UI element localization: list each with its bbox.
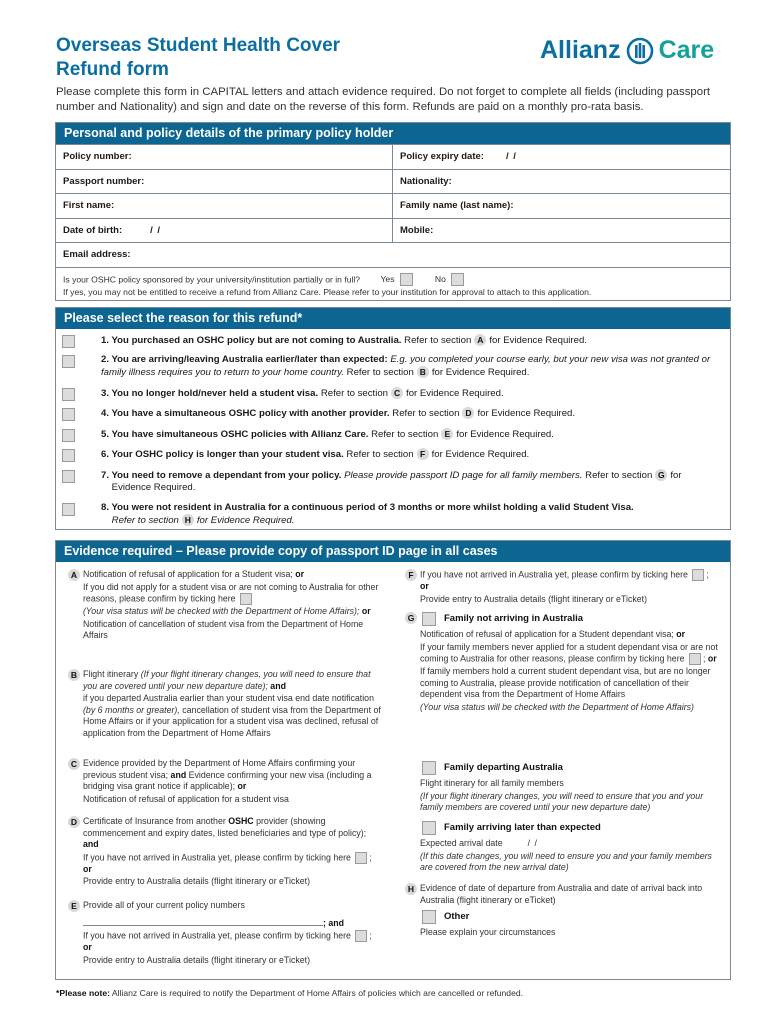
family-departing-checkbox[interactable] bbox=[422, 761, 436, 775]
logo-care: Care bbox=[658, 36, 715, 64]
evidence-f-checkbox[interactable] bbox=[692, 569, 704, 581]
reason-1: 1. You purchased an OSHC policy but are not coming to Australia. Refer to section A for Evidence Required. bbox=[56, 334, 730, 348]
allianz-care-logo bbox=[540, 36, 714, 65]
reason-8: 8. You were not resident in Australia for a continuous period of 3 months or more whilst holding a valid Student Visa. Refer to section H for Evidence Required. bbox=[56, 502, 730, 528]
reason-1-checkbox[interactable] bbox=[62, 335, 75, 348]
policy-number-field[interactable]: Policy number: bbox=[56, 145, 393, 169]
dob-field[interactable]: Date of birth: / / bbox=[56, 219, 393, 243]
evidence-e-checkbox[interactable] bbox=[355, 930, 367, 942]
reason-5: 5. You have simultaneous OSHC policies with Allianz Care. Refer to section E for Evidence Required. bbox=[56, 428, 730, 442]
intro-text: Please complete this form in CAPITAL letters and attach evidence required. Do not forget to complete all fields (including passport number and Nationality) and sign and date on the reverse of this form. Refunds are paid on a monthly pro-rata basis. bbox=[56, 86, 711, 113]
reason-6: 6. Your OSHC policy is longer than your student visa. Refer to section F for Evidence Required. bbox=[56, 448, 730, 462]
first-name-field[interactable]: First name: bbox=[56, 194, 393, 218]
reason-7: 7. You need to remove a dependant from your policy. Please provide passport ID page for all family members. Refer to section G for Evidence Required. bbox=[56, 469, 730, 495]
reason-5-checkbox[interactable] bbox=[62, 429, 75, 442]
row-name bbox=[56, 193, 730, 218]
reason-7-checkbox[interactable] bbox=[62, 470, 75, 483]
form-title bbox=[56, 34, 340, 82]
evidence-a-checkbox[interactable] bbox=[240, 593, 252, 605]
nationality-field[interactable]: Nationality: bbox=[400, 175, 452, 187]
evidence-e: E Provide all of your current policy numbers ; and If you have not arrived in Australia yet, please confirm by ticking here ; or Provide entry to Australia details (flight itinerary or eTicket) bbox=[83, 900, 383, 967]
evidence-d: D Certificate of Insurance from another OSHC provider (showing commencement and expiry dates, listed beneficiaries and type of policy); and If you have not arrived in Australia yet, please confirm by ticking here ; or Provide entry to Australia details (flight itinerary or eTicket) bbox=[83, 816, 383, 889]
evidence-heading: Evidence required – Please provide copy of passport ID page in all cases bbox=[56, 541, 730, 562]
family-arriving-later-checkbox[interactable] bbox=[422, 821, 436, 835]
reason-3-checkbox[interactable] bbox=[62, 388, 75, 401]
row-email bbox=[56, 242, 730, 267]
refund-reason-section bbox=[55, 307, 731, 530]
row-policy bbox=[56, 144, 730, 169]
mobile-field[interactable]: Mobile: bbox=[400, 224, 434, 236]
email-field[interactable]: Email address: bbox=[63, 249, 131, 261]
evidence-g-checkbox[interactable] bbox=[689, 653, 701, 665]
other-checkbox[interactable] bbox=[422, 910, 436, 924]
personal-details-heading: Personal and policy details of the primary policy holder bbox=[56, 123, 730, 144]
sponsor-note: If yes, you may not be entitled to receive a refund from Allianz Care. Please refer to your institution for approval to attach to this application. bbox=[63, 286, 592, 297]
allianz-eagle-icon bbox=[626, 37, 654, 65]
refund-reason-heading: Please select the reason for this refund* bbox=[56, 308, 730, 329]
evidence-g: G Family not arriving in Australia Notification of refusal of application for a Student dependant visa; or If your family members never applied for a student dependant visa or are not coming to Australia for other reasons, please confirm by ticking here ; or If family members hold a current student dependant visa, but are no longer coming to Australia, please provide notification of cancellation of their dependent visa from the Department of Home Affairs (Your visa status will be checked with the Department of Home Affairs) bbox=[420, 612, 720, 715]
family-arriving-later: Family arriving later than expected Expected arrival date / / (If this date changes, you will need to ensure you and your family members are covered from the new arrival date) bbox=[420, 822, 712, 873]
reason-2-checkbox[interactable] bbox=[62, 355, 75, 368]
title-line2: Refund form bbox=[56, 59, 169, 80]
evidence-h: H Evidence of date of departure from Australia and date of arrival back into Australia (flight itinerary or eTicket) Other Please explain your circumstances bbox=[420, 883, 720, 940]
family-departing: Family departing Australia Flight itinerary for all family members (If your flight itinerary changes, you will need to ensure that you and your family members are covered until your new departure date) bbox=[420, 762, 704, 813]
footer-note: *Please note: Allianz Care is required to notify the Department of Home Affairs of policies which are cancelled or refunded. bbox=[56, 988, 524, 998]
row-passport bbox=[56, 169, 730, 194]
reason-2: 2. You are arriving/leaving Australia earlier/later than expected: E.g. you completed your course early, but your new visa was not granted or family illness requires you to return to your home country. Refer to section B for Evidence Required. bbox=[56, 354, 730, 380]
reason-6-checkbox[interactable] bbox=[62, 449, 75, 462]
evidence-c: C Evidence provided by the Department of Home Affairs confirming your previous student visa; and Evidence confirming your new visa (including a bridging visa grant notice if applicable); or Notification of refusal of application for a student visa bbox=[83, 758, 383, 806]
logo-allianz: Allianz bbox=[540, 36, 621, 64]
title-line1: Overseas Student Health Cover bbox=[56, 35, 341, 56]
evidence-f: F If you have not arrived in Australia yet, please confirm by ticking here ; or Provide entry to Australia details (flight itinerary or eTicket) bbox=[420, 569, 720, 606]
sponsor-question: Is your OSHC policy sponsored by your university/institution partially or in full? Yes No If yes, you may not be entitled to receive a refund from Allianz Care. Please refer to your institution for approval to attach to this application. bbox=[56, 267, 730, 300]
evidence-a: A Notification of refusal of application for a Student visa; or If you did not apply for a student visa or are not coming to Australia for other reasons, please confirm by ticking here (Your visa status will be checked with the Department of Home Affairs); or Notification of cancellation of student visa from the Department of Home Affairs bbox=[83, 569, 383, 643]
reason-8-checkbox[interactable] bbox=[62, 503, 75, 516]
passport-number-field[interactable]: Passport number: bbox=[56, 170, 393, 194]
sponsor-no-checkbox[interactable] bbox=[451, 273, 464, 286]
sponsor-yes-checkbox[interactable] bbox=[400, 273, 413, 286]
reason-3: 3. You no longer hold/never held a student visa. Refer to section C for Evidence Required. bbox=[56, 387, 730, 401]
reason-4-checkbox[interactable] bbox=[62, 408, 75, 421]
evidence-b: B Flight itinerary (If your flight itinerary changes, you will need to ensure that you are covered until your new departure date); and if you departed Australia earlier than your student visa end date notification (by 6 months or greater), cancellation of student visa from the Department of Home Affairs or if your application for a student visa was declined, refusal of application from the Department of Home Affairs bbox=[83, 669, 383, 741]
family-not-arriving-checkbox[interactable] bbox=[422, 612, 436, 626]
policy-numbers-line[interactable] bbox=[83, 925, 323, 926]
reason-4: 4. You have a simultaneous OSHC policy with another provider. Refer to section D for Evidence Required. bbox=[56, 407, 730, 421]
evidence-d-checkbox[interactable] bbox=[355, 852, 367, 864]
row-dob bbox=[56, 218, 730, 243]
policy-expiry-field[interactable]: Policy expiry date: / / bbox=[400, 151, 517, 163]
personal-details-section bbox=[55, 122, 731, 301]
family-name-field[interactable]: Family name (last name): bbox=[400, 200, 514, 212]
